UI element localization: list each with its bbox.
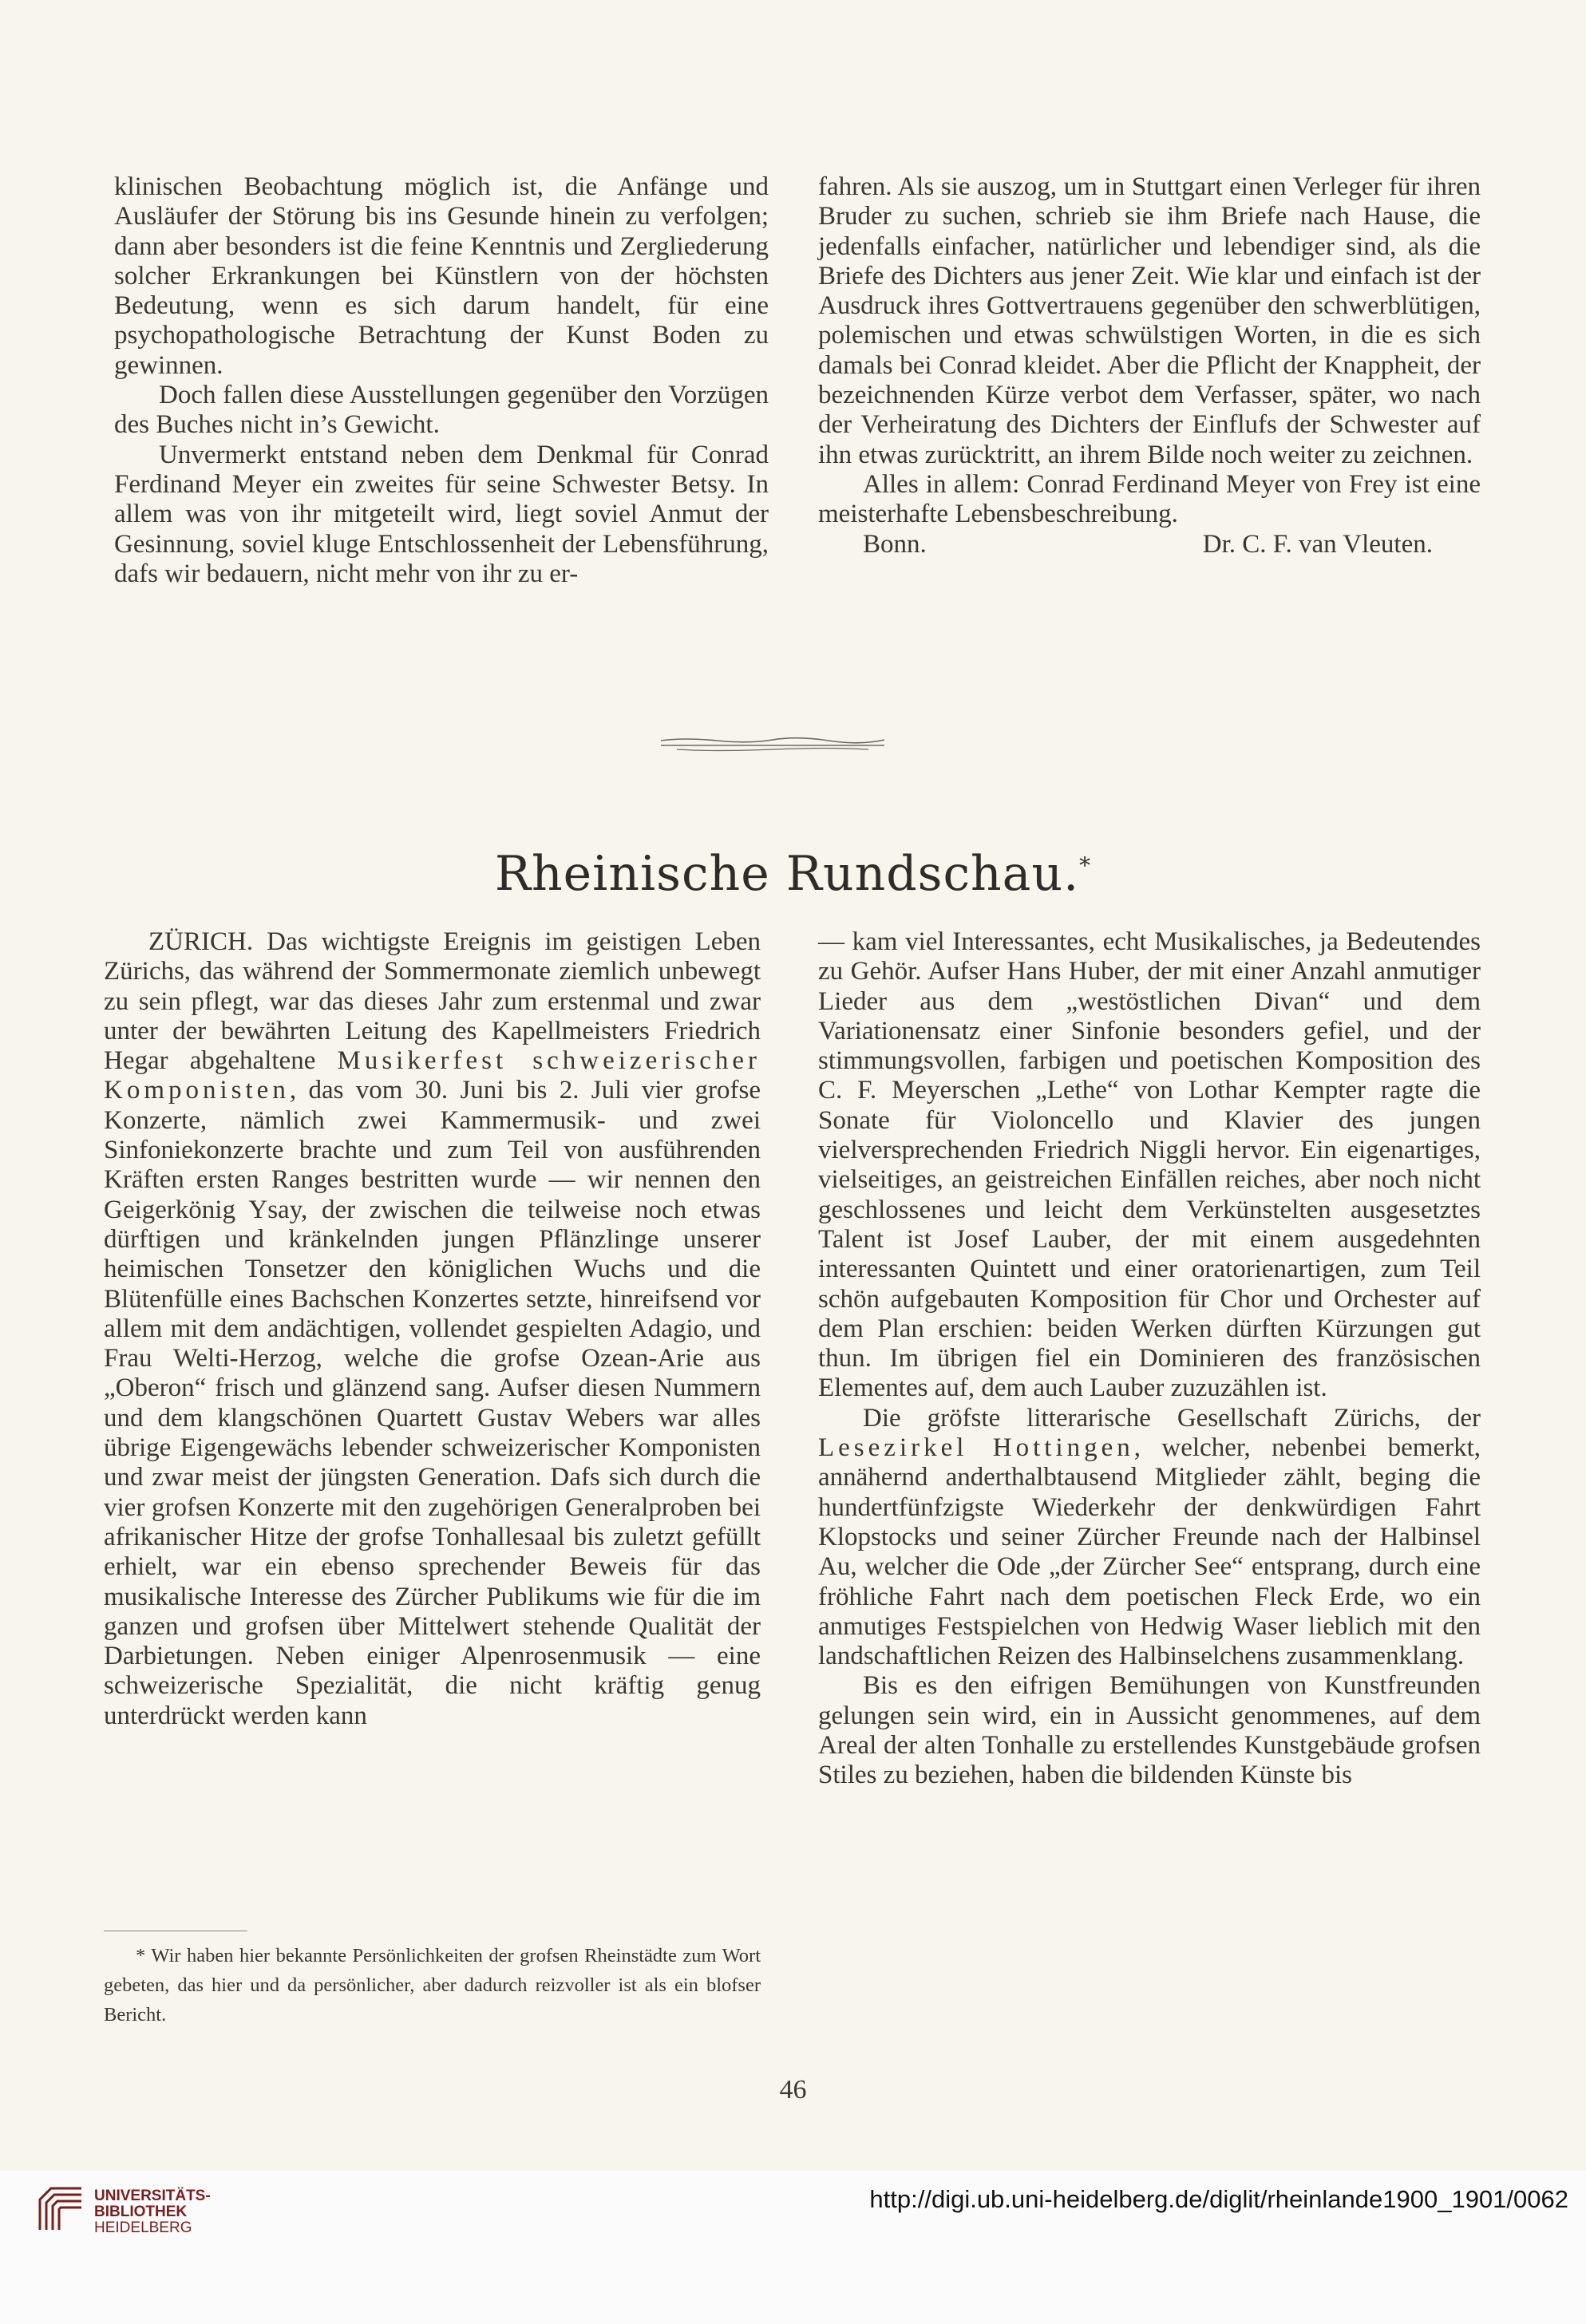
text-run: Die gröfste litterarische Gesellschaft Zürichs, der: [863, 1403, 1481, 1433]
library-line: BIBLIOTHEK: [94, 2203, 188, 2220]
signature-place: Bonn.: [863, 529, 927, 559]
footnote: [104, 1941, 761, 2030]
footnote-marker: *: [136, 1945, 146, 1966]
footnote-body: Wir haben hier bekannte Persönlichkeiten der grofsen Rheinstädte zum Wort gebeten, das hier und da persönlicher, aber dadurch reizvoller ist als ein blofser Bericht.: [104, 1945, 761, 2026]
section-heading: [0, 846, 1586, 902]
spaced-emphasis: Lesezirkel Hottingen: [818, 1433, 1134, 1463]
source-url-link[interactable]: http://digi.ub.uni-heidelberg.de/diglit/rheinlande1900_1901/0062: [869, 2185, 1568, 2213]
paragraph: klinischen Beobachtung möglich ist, die Anfänge und Ausläufer der Störung bis ins Gesunde hinein zu verfolgen; dann aber besonders ist die feine Kenntnis und Zergliederung solcher Erkrankungen bei Künstlern von der höchsten Bedeutung, wenn es sich darum handelt, für eine psychopathologische Betrachtung der Kunst Boden zu gewinnen.: [114, 172, 769, 380]
ornamental-divider: [653, 736, 892, 753]
column-bottom-left: [104, 927, 761, 1731]
column-bottom-right: [818, 927, 1481, 1791]
column-top-left: [114, 172, 769, 589]
heading-footnote-marker: *: [1079, 852, 1092, 879]
paragraph: Alles in allem: Conrad Ferdinand Meyer von Frey ist eine meisterhafte Lebensbeschreibung.: [818, 469, 1481, 529]
spaced-emphasis: Musikerfest schweizerischer Komponisten: [104, 1046, 761, 1105]
paragraph: Doch fallen diese Ausstellungen gegenüber den Vorzügen des Buches nicht in’s Gewicht.: [114, 381, 769, 440]
signature-line: [818, 530, 1481, 559]
paragraph: Bis es den eifrigen Bemühungen von Kunstfreunden gelungen sein wird, ein in Aussicht genommenes, auf dem Areal der alten Tonhalle zu erstellendes Kunstgebäude grofsen Stiles zu beziehen, haben die bildenden Künste bis: [818, 1671, 1481, 1790]
page-number: 46: [779, 2075, 807, 2105]
paragraph: [104, 927, 761, 1731]
footnote-text: [104, 1941, 761, 2030]
column-top-right: [818, 172, 1481, 559]
text-run: , das vom 30. Juni bis 2. Juli vier grofse Konzerte, nämlich zwei Kammermusik- und zwei Sinfoniekonzerte brachte und zum Teil von ausführenden Kräften ersten Ranges bestritten wurde — wir nennen den Geigerkönig Ysay, der zwischen die teilweise noch etwas dürftigen und kränkelnden jungen Pflänzlinge unserer heimischen Tonsetzer den königlichen Wuchs und die Blütenfülle eines Bachschen Konzertes setzte, hinreifsend vor allem mit dem andächtigen, vollendet gespielten Adagio, und Frau Welti-Herzog, welche die grofse Ozean-Arie aus „Oberon“ frisch und glänzend sang. Aufser diesen Nummern und dem klangschönen Quartett Gustav Webers war alles übrige Eigengewächs lebender schweizerischer Komponisten und zwar meist der jüngsten Generation. Dafs sich durch die vier grofsen Konzerte mit den zugehörigen Generalproben bei afrikanischer Hitze der grofse Tonhallesaal bis zuletzt gefüllt erhielt, war ein ebenso sprechender Beweis für das musikalische Interesse des Zürcher Publikums wie für die im ganzen und grofsen über Mittelwert stehende Qualität der Darbietungen. Neben einiger Alpenrosenmusik — eine schweizerische Spezialität, die nicht kräftig genug unterdrückt werden kann: [104, 1076, 761, 1730]
library-line: UNIVERSITÄTS-: [94, 2188, 211, 2204]
library-name: [94, 2188, 211, 2236]
paragraph: Unvermerkt entstand neben dem Denkmal für Conrad Ferdinand Meyer ein zweites für seine Schwester Betsy. In allem was von ihr mitgeteilt wird, liegt soviel Anmut der Gesinnung, soviel kluge Entschlossenheit der Lebensführung, dafs wir bedauern, nicht mehr von ihr zu er-: [114, 440, 769, 588]
text-run: ZÜRICH. Das wichtigste Ereignis im geistigen Leben Zürichs, das während der Sommermonate ziemlich unbewegt zu sein pflegt, war das dieses Jahr zum erstenmal und zwar unter der bewährten Leitung des Kapellmeisters Friedrich Hegar abgehaltene: [104, 927, 761, 1076]
paragraph: [818, 1404, 1481, 1672]
library-line: HEIDELBERG: [94, 2219, 192, 2236]
library-logo-icon: [35, 2184, 86, 2235]
signature-author: Dr. C. F. van Vleuten.: [1202, 529, 1433, 559]
paragraph: — kam viel Interessantes, echt Musikalisches, ja Bedeutendes zu Gehör. Aufser Hans Huber, der mit einer Anzahl anmutiger Lieder aus dem „westöstlichen Divan“ und dem Variationensatz einer Sinfonie besonders gefiel, und der stimmungsvollen, farbigen und poetischen Komposition des C. F. Meyerschen „Lethe“ von Lothar Kempter ragte die Sonate für Violoncello und Klavier des jungen vielversprechenden Friedrich Niggli hervor. Ein eigenartiges, vielseitiges, an geistreichen Einfällen reiches, aber noch nicht geschlossenes und leicht dem Verkünstelten ausgesetztes Talent ist Josef Lauber, der mit einem ausgedehnten interessanten Quintett und einer oratorienartigen, zum Teil schön aufgebauten Komposition für Chor und Orchester auf dem Plan erschien: beiden Werken dürften Kürzungen gut thun. Im übrigen fiel ein Dominieren des französischen Elementes auf, dem auch Lauber zuzuzählen ist.: [818, 927, 1481, 1403]
heading-title: Rheinische Rundschau.: [494, 846, 1080, 902]
paragraph: fahren. Als sie auszog, um in Stuttgart einen Verleger für ihren Bruder zu suchen, schrieb sie ihm Briefe nach Hause, die jedenfalls einfacher, natürlicher und lebendiger sind, als die Briefe des Dichters aus jener Zeit. Wie klar und einfach ist der Ausdruck ihres Gottvertrauens gegenüber den schwerblütigen, polemischen und etwas schwülstigen Worten, in die es sich damals bei Conrad kleidet. Aber die Pflicht der Knappheit, der bezeichnenden Kürze verbot dem Verfasser, später, wo nach der Verheiratung des Dichters der Einflufs der Schwester auf ihn etwas zurücktritt, an ihrem Bilde noch weiter zu zeichnen.: [818, 172, 1481, 469]
text-run: , welcher, nebenbei bemerkt, annähernd anderthalbtausend Mitglieder zählt, beging die hundertfünfzigste Wiederkehr der denkwürdigen Fahrt Klopstocks und seiner Zürcher Freunde nach der Halbinsel Au, welcher die Ode „der Zürcher See“ entsprang, durch eine fröhliche Fahrt nach dem poetischen Fleck Erde, wo ein anmutiges Festspielchen von Hedwig Waser lieblich mit den landschaftlichen Reizen des Halbinselchens zusammenklang.: [818, 1433, 1481, 1671]
